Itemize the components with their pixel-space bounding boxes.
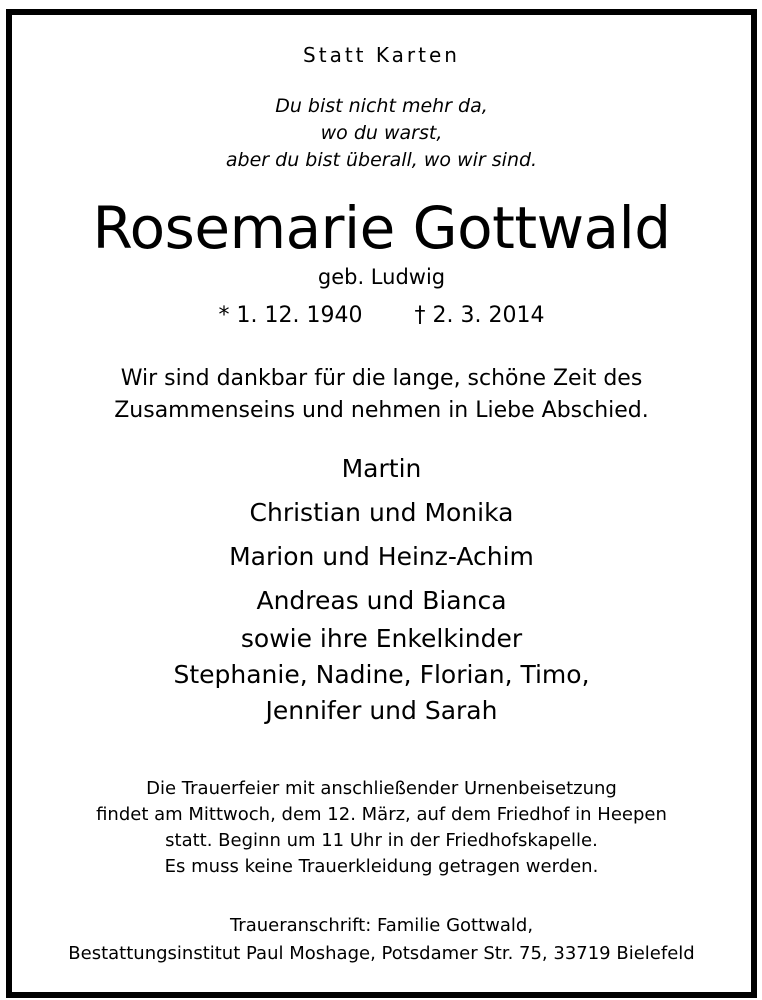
ceremony-info xyxy=(12,776,751,880)
grandchildren-list xyxy=(12,621,751,729)
ceremony-line: statt. Beginn um 11 Uhr in der Friedhofskapelle. xyxy=(165,830,598,851)
life-dates xyxy=(12,303,751,328)
family-member: Andreas und Bianca xyxy=(256,586,507,615)
ceremony-line: findet am Mittwoch, dem 12. März, auf dem Friedhof in Heepen xyxy=(96,804,667,825)
thanks-text xyxy=(12,363,751,427)
obituary-notice xyxy=(6,9,757,998)
family-list xyxy=(12,447,751,623)
address-line: Traueranschrift: Familie Gottwald, xyxy=(229,915,534,936)
ceremony-line: Es muss keine Trauerkleidung getragen werden. xyxy=(164,856,599,877)
poem xyxy=(12,93,751,174)
family-member: Marion und Heinz-Achim xyxy=(229,542,534,571)
poem-line: wo du warst, xyxy=(320,122,443,144)
poem-line: Du bist nicht mehr da, xyxy=(275,95,488,117)
header-statt-karten: Statt Karten xyxy=(303,43,460,67)
birth-date: * 1. 12. 1940 xyxy=(218,303,363,328)
maiden-name: geb. Ludwig xyxy=(317,265,446,289)
ceremony-line: Die Trauerfeier mit anschließender Urnenbeisetzung xyxy=(146,778,617,799)
grandchildren-line: Jennifer und Sarah xyxy=(265,696,498,725)
family-member: Christian und Monika xyxy=(249,498,514,527)
thanks-line: Zusammenseins und nehmen in Liebe Abschied. xyxy=(114,398,649,423)
death-date: † 2. 3. 2014 xyxy=(414,303,545,328)
grandchildren-line: Stephanie, Nadine, Florian, Timo, xyxy=(173,660,590,689)
deceased-name: Rosemarie Gottwald xyxy=(92,194,671,262)
grandchildren-line: sowie ihre Enkelkinder xyxy=(240,624,523,653)
mourning-address xyxy=(12,912,751,968)
address-line: Bestattungsinstitut Paul Moshage, Potsdamer Str. 75, 33719 Bielefeld xyxy=(68,943,695,964)
thanks-line: Wir sind dankbar für die lange, schöne Zeit des xyxy=(120,366,643,391)
poem-line: aber du bist überall, wo wir sind. xyxy=(225,149,538,171)
family-member: Martin xyxy=(341,454,422,483)
